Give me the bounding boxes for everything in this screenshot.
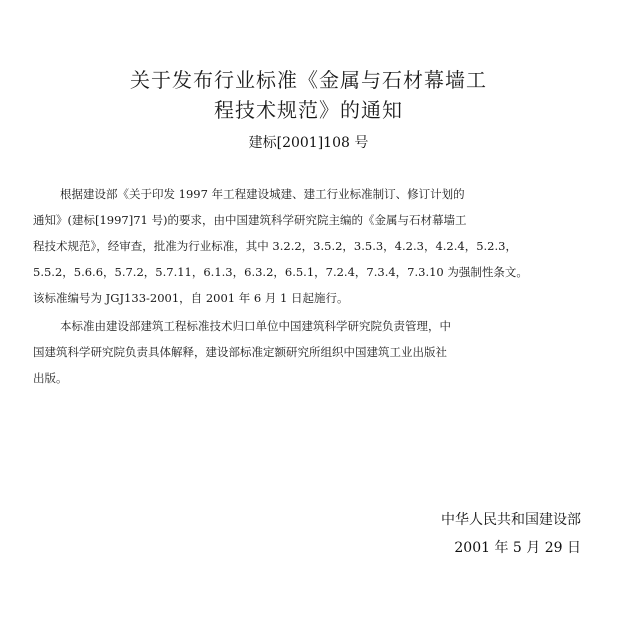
paragraph-2-line: 国建筑科学研究院负责具体解释，建设部标准定额研究所组织中国建筑工业出版社 bbox=[33, 345, 447, 359]
paragraph-2-line: 本标准由建设部建筑工程标准技术归口单位中国建筑科学研究院负责管理，中 bbox=[60, 319, 451, 333]
paragraph-1-line: 根据建设部《关于印发 1997 年工程建设城建、建工行业标准制订、修订计划的 bbox=[60, 187, 465, 201]
notice-title-line-1: 关于发布行业标准《金属与石材幕墙工 bbox=[130, 68, 487, 92]
document-number: 建标[2001]108 号 bbox=[248, 135, 369, 151]
paragraph-2-line: 出版。 bbox=[33, 371, 68, 385]
issue-date: 2001 年 5 月 29 日 bbox=[454, 540, 581, 556]
paragraph-1-line: 程技术规范》，经审查，批准为行业标准，其中 3.2.2，3.5.2，3.5.3，4.2.3，4.2.4，5.2.3， bbox=[33, 239, 517, 253]
issuing-organization: 中华人民共和国建设部 bbox=[441, 512, 581, 528]
paragraph-1-line: 通知》(建标[1997]71 号)的要求，由中国建筑科学研究院主编的《金属与石材幕墙工 bbox=[33, 213, 467, 227]
paragraph-1-line: 该标准编号为 JGJ133-2001，自 2001 年 6 月 1 日起施行。 bbox=[33, 291, 349, 305]
notice-title-line-2: 程技术规范》的通知 bbox=[214, 98, 403, 122]
paragraph-1-line: 5.5.2，5.6.6，5.7.2，5.7.11，6.1.3，6.3.2，6.5.1，7.2.4，7.3.4，7.3.10 为强制性条文。 bbox=[33, 265, 528, 279]
